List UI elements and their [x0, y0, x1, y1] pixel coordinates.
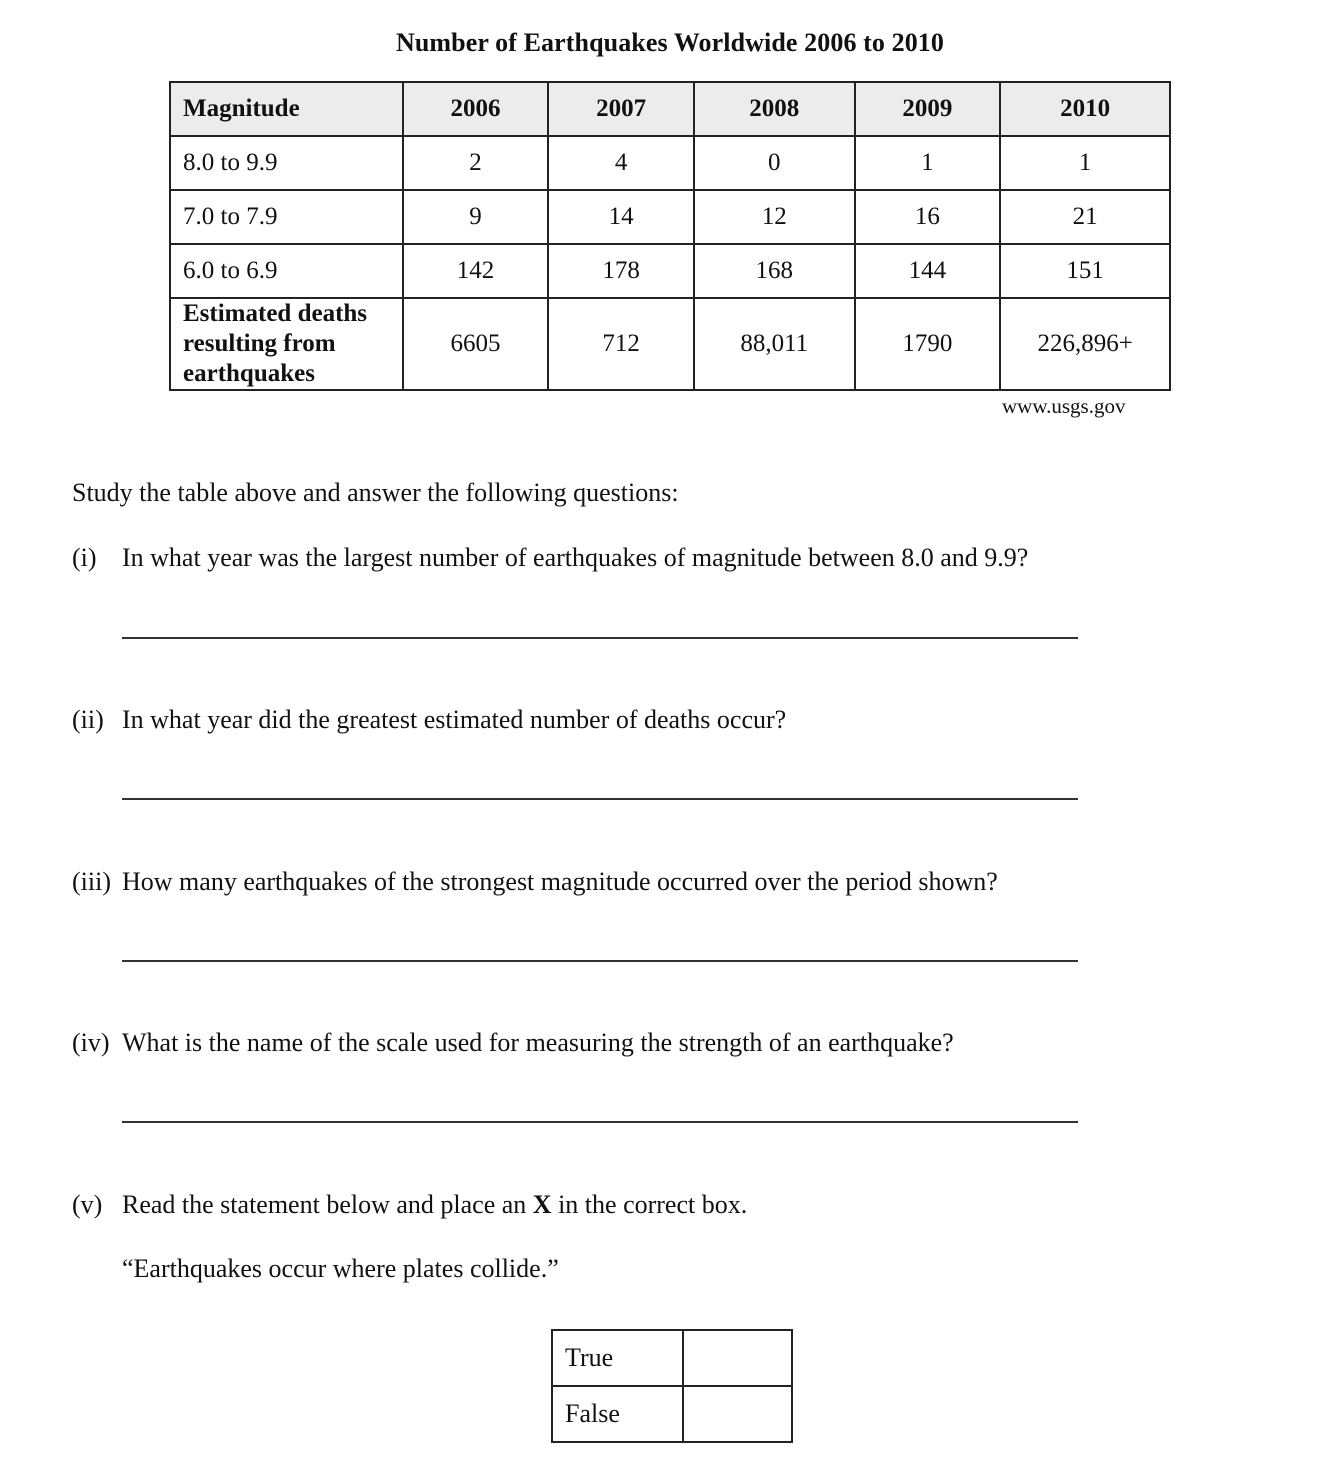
question-text: In what year did the greatest estimated number of deaths occur? — [122, 705, 787, 734]
question-text: How many earthquakes of the strongest magnitude occurred over the period shown? — [122, 867, 998, 896]
column-header: 2007 — [548, 82, 694, 136]
table-cell: 712 — [548, 298, 694, 390]
question-3 — [72, 867, 998, 897]
answer-line-4[interactable] — [122, 1121, 1078, 1123]
question-5 — [72, 1190, 747, 1220]
table-row — [170, 244, 1170, 298]
false-checkbox[interactable] — [683, 1386, 792, 1442]
table-cell: 144 — [855, 244, 1001, 298]
table-cell: 16 — [855, 190, 1001, 244]
question-text: What is the name of the scale used for measuring the strength of an earthquake? — [122, 1028, 954, 1057]
column-header: 2009 — [855, 82, 1001, 136]
table-cell: 88,011 — [694, 298, 855, 390]
table-cell: 1 — [855, 136, 1001, 190]
row-label: 6.0 to 6.9 — [170, 244, 403, 298]
table-cell: 4 — [548, 136, 694, 190]
column-header: 2010 — [1000, 82, 1170, 136]
table-cell: 151 — [1000, 244, 1170, 298]
header-row — [170, 82, 1170, 136]
instructions: Study the table above and answer the following questions: — [72, 478, 679, 507]
question-number: (iii) — [72, 867, 111, 896]
true-false-table — [551, 1329, 793, 1443]
table-cell: 1790 — [855, 298, 1001, 390]
source-credit: www.usgs.gov — [1002, 394, 1126, 418]
table-cell: 142 — [403, 244, 549, 298]
table-row — [170, 136, 1170, 190]
table-cell: 168 — [694, 244, 855, 298]
question-number: (iv) — [72, 1028, 110, 1057]
question-text-part: Read the statement below and place an — [122, 1190, 533, 1219]
table-title: Number of Earthquakes Worldwide 2006 to 2010 — [395, 28, 945, 57]
table-cell: 14 — [548, 190, 694, 244]
column-header: Magnitude — [170, 82, 403, 136]
option-row — [552, 1330, 792, 1386]
column-header: 2006 — [403, 82, 549, 136]
mark-symbol: X — [532, 1190, 552, 1219]
true-checkbox[interactable] — [683, 1330, 792, 1386]
question-text-part: in the correct box. — [551, 1190, 748, 1219]
row-label: 7.0 to 7.9 — [170, 190, 403, 244]
question-text: In what year was the largest number of earthquakes of magnitude between 8.0 and 9.9? — [122, 543, 1029, 572]
table-row — [170, 190, 1170, 244]
question-2 — [72, 705, 786, 735]
option-label-false: False — [552, 1386, 683, 1442]
answer-line-2[interactable] — [122, 798, 1078, 800]
deaths-label-line: Estimated deaths — [183, 300, 368, 327]
question-number: (i) — [72, 543, 97, 572]
deaths-label-line: earthquakes — [183, 360, 315, 387]
table-cell: 2 — [403, 136, 549, 190]
deaths-row — [170, 298, 1170, 390]
answer-line-1[interactable] — [122, 637, 1078, 639]
answer-line-3[interactable] — [122, 960, 1078, 962]
table-cell: 178 — [548, 244, 694, 298]
statement: “Earthquakes occur where plates collide.” — [122, 1254, 559, 1283]
question-text — [122, 1190, 747, 1219]
deaths-row-label — [170, 298, 403, 390]
option-label-true: True — [552, 1330, 683, 1386]
question-number: (v) — [72, 1190, 103, 1219]
table-cell: 9 — [403, 190, 549, 244]
table-cell: 6605 — [403, 298, 549, 390]
table-cell: 12 — [694, 190, 855, 244]
question-1 — [72, 543, 1028, 573]
table-cell: 1 — [1000, 136, 1170, 190]
table-cell: 0 — [694, 136, 855, 190]
table-cell: 226,896+ — [1000, 298, 1170, 390]
question-4 — [72, 1028, 954, 1058]
earthquake-table — [169, 81, 1171, 391]
option-row — [552, 1386, 792, 1442]
question-number: (ii) — [72, 705, 104, 734]
table-cell: 21 — [1000, 190, 1170, 244]
column-header: 2008 — [694, 82, 855, 136]
deaths-label-line: resulting from — [183, 330, 336, 357]
row-label: 8.0 to 9.9 — [170, 136, 403, 190]
